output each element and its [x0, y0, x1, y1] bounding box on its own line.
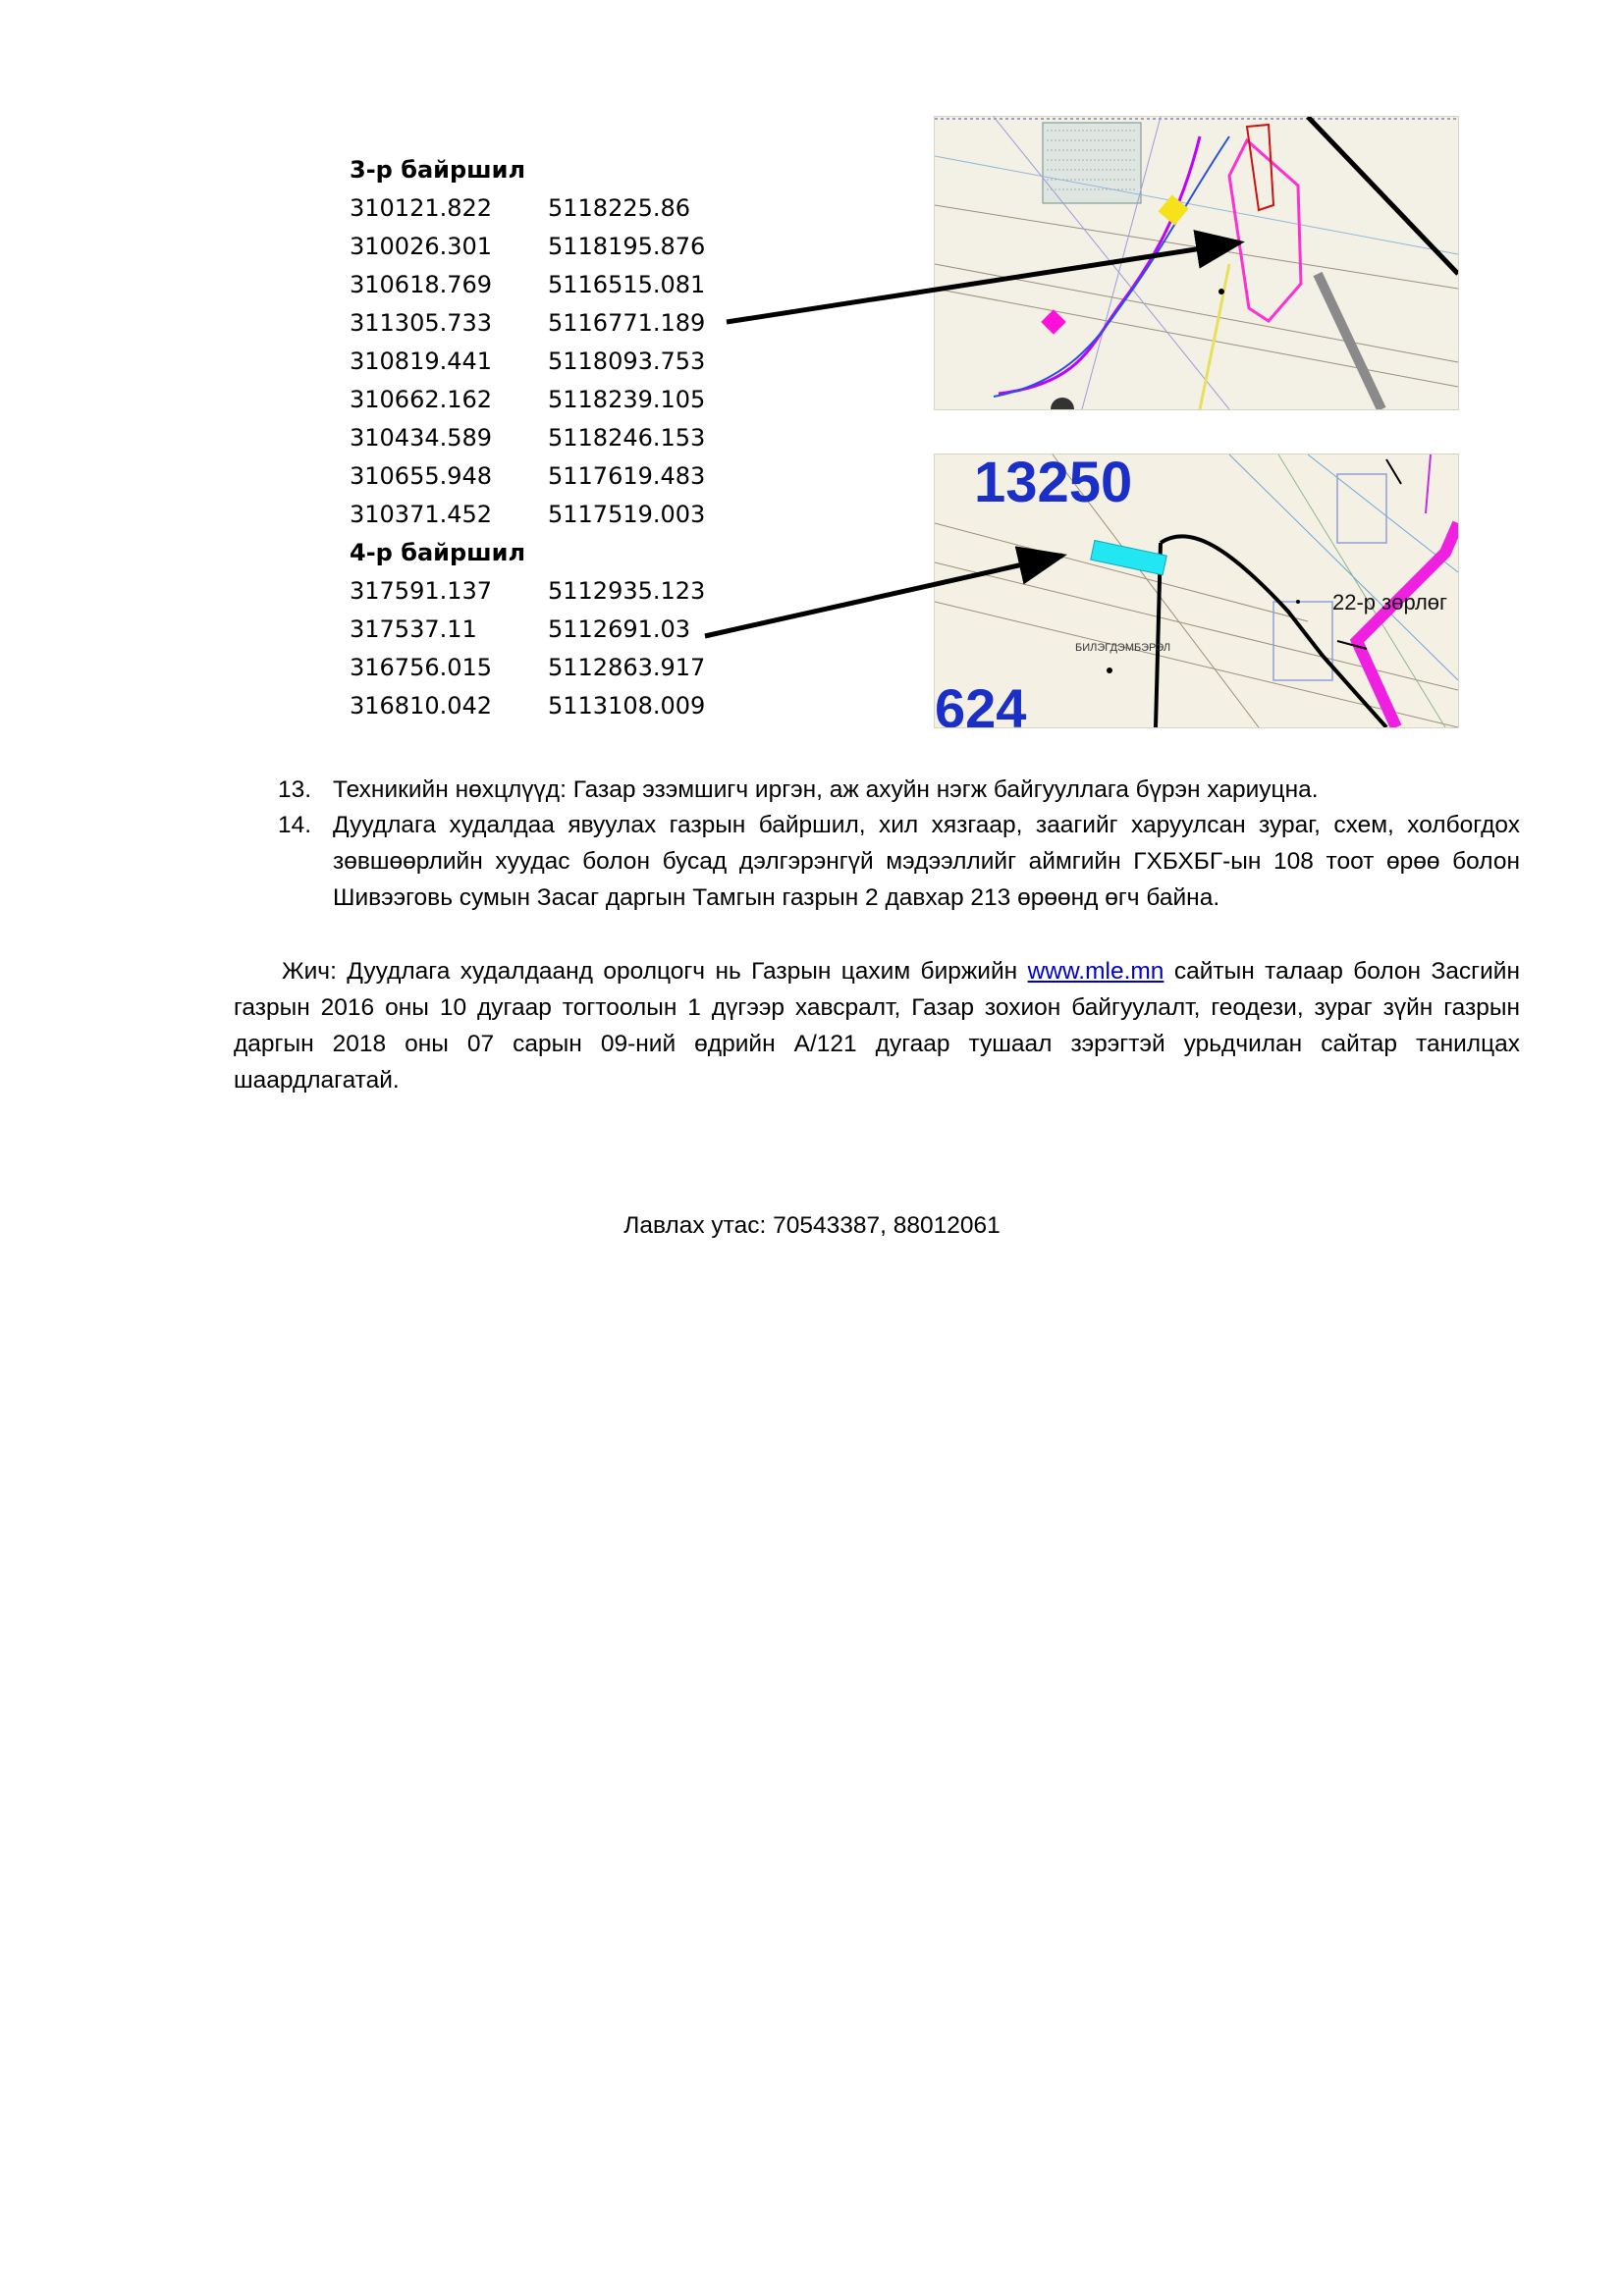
coord-x: 310819.441	[350, 347, 493, 375]
coord-x: 310655.948	[350, 462, 493, 490]
coord-x: 310618.769	[350, 271, 493, 298]
note-text-start: Жич: Дуудлага худалдаанд оролцогч нь Газрын цахим биржийн	[282, 958, 1028, 985]
coord-x: 310662.162	[350, 386, 493, 413]
item-13	[278, 772, 1520, 808]
item-number: 14.	[278, 812, 312, 838]
coord-x: 310026.301	[350, 233, 493, 260]
location-3-heading: 3-р байршил	[350, 156, 526, 184]
map-label-road: 22-р зөрлөг	[1332, 590, 1448, 614]
item-text: Техникийн нөхцлүүд: Газар эзэмшигч иргэн, аж ахуйн нэгж байгууллага бүрэн хариуцна.	[333, 776, 1319, 803]
note-paragraph	[234, 953, 1520, 1098]
coord-x: 310371.452	[350, 501, 493, 528]
coord-y: 5117519.003	[548, 501, 706, 528]
item-number: 13.	[278, 776, 312, 803]
coord-x: 316756.015	[350, 654, 493, 681]
coord-y: 5118093.753	[548, 347, 706, 375]
coord-y: 5113108.009	[548, 692, 706, 720]
location-4-heading: 4-р байршил	[350, 539, 526, 566]
map-label-624: 624	[935, 677, 1027, 727]
coord-x: 311305.733	[350, 309, 493, 337]
coord-y: 5117619.483	[548, 462, 706, 490]
coord-x: 310121.822	[350, 194, 493, 222]
coord-x: 317537.11	[350, 615, 477, 643]
item-text: Дуудлага худалдаа явуулах газрын байршил, хил хязгаар, заагийг харуулсан зураг, схем, холбогдох зөвшөөрлийн хуудас болон бусад дэлгэрэнгүй мэдээллийг аймгийн ГХБХБГ-ын 108 тоот өрөө болон Шивээговь сумын Засаг даргын Тамгын газрын 2 давхар 213 өрөөнд өгч байна.	[333, 812, 1520, 911]
coord-y: 5112935.123	[548, 577, 706, 605]
coord-x: 316810.042	[350, 692, 493, 720]
coord-y: 5118246.153	[548, 424, 706, 452]
arrow-location-3	[727, 242, 1240, 322]
coord-y: 5112691.03	[548, 615, 691, 643]
coord-y: 5116771.189	[548, 309, 706, 337]
coord-y: 5118225.86	[548, 194, 691, 222]
coord-y: 5118239.105	[548, 386, 706, 413]
coord-y: 5112863.917	[548, 654, 706, 681]
item-14	[278, 807, 1520, 916]
contact-phone: Лавлах утас: 70543387, 88012061	[623, 1212, 1001, 1239]
coord-x: 317591.137	[350, 577, 493, 605]
coord-y: 5116515.081	[548, 271, 706, 298]
map-label-place: БИЛЭГДЭМБЭРЭЛ	[1075, 642, 1171, 654]
mle-link[interactable]: www.mle.mn	[1027, 958, 1164, 985]
coord-y: 5118195.876	[548, 233, 706, 260]
note-text-end: сайтын талаар болон Засгийн газрын 2016 оны 10 дугаар тогтоолын 1 дүгээр хавсралт, Газар зохион байгуулалт, геодези, зураг зүйн газрын даргын 2018 оны 07 сарын 09-ний өдрийн А/121 дугаар тушаал зэрэгтэй урьдчилан сайтар танилцах шаардлагатай.	[234, 958, 1520, 1094]
map-label-13250: 13250	[974, 454, 1133, 514]
coord-x: 310434.589	[350, 424, 493, 452]
arrow-location-4	[705, 556, 1062, 636]
